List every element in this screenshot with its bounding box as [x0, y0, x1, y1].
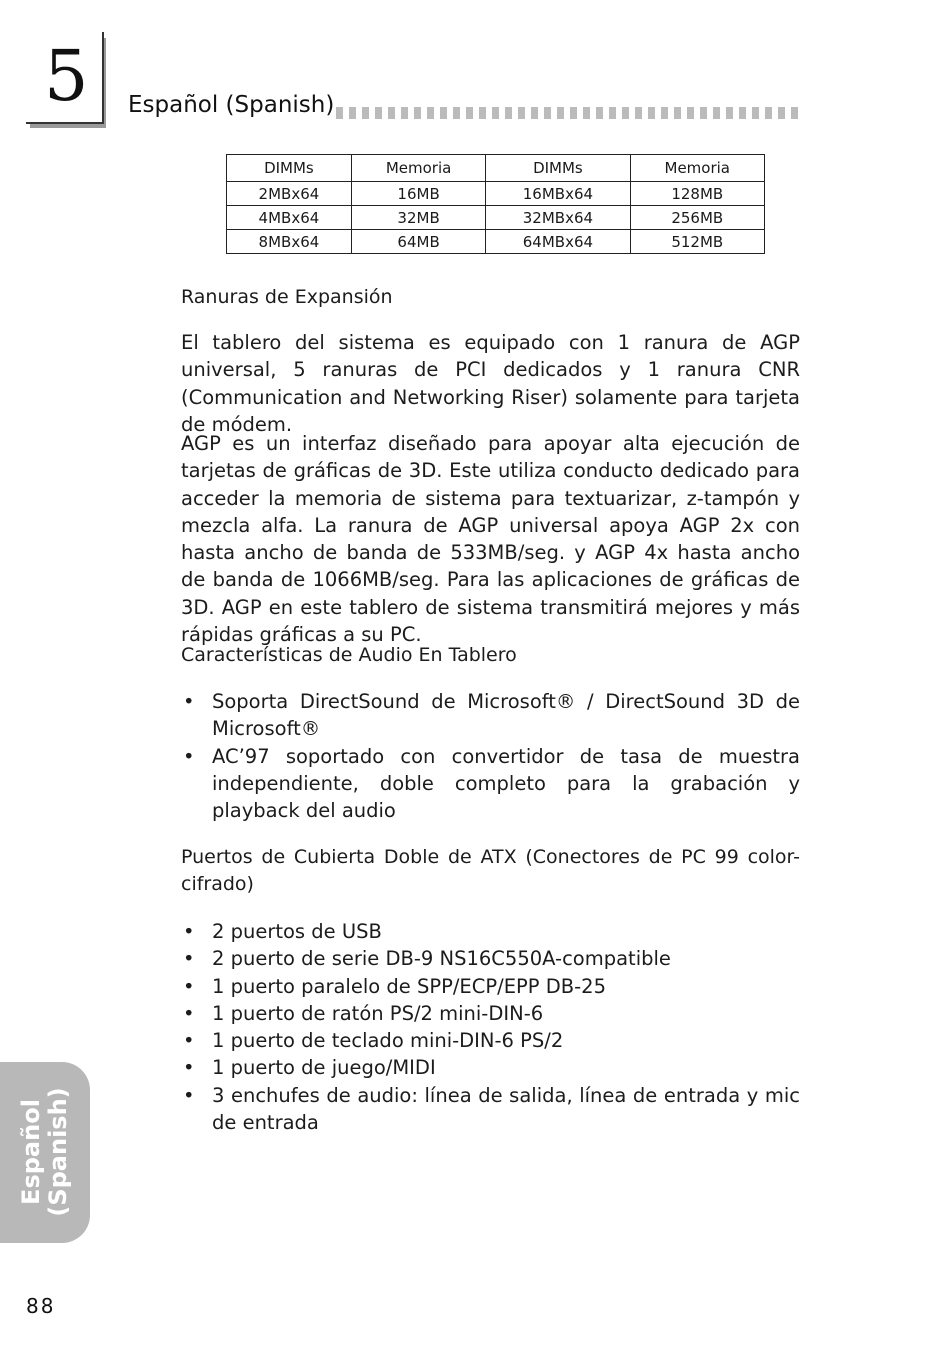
list-item [181, 918, 800, 945]
bullet: • [183, 744, 195, 768]
list-item [181, 1027, 800, 1054]
list-item-text: 1 puerto de juego/MIDI [212, 1056, 436, 1080]
paragraph-text: AGP es un interfaz diseñado para apoyar alta ejecución de tarjetas de gráficas de 3D. Este utiliza conducto dedicado para acceder la memoria de sistema para textuarizar, z-tampón y mezcla alfa. La ranura de AGP universal apoya AGP 2x con hasta ancho de banda de 533MB/seg. y AGP 4x hasta ancho de banda de 1066MB/seg. Para las aplicaciones de gráficas de 3D. AGP en este tablero de sistema transmitirá mejores y más rápidas gráficas a su PC. [181, 432, 800, 647]
list-item [181, 945, 800, 972]
table-header-cell: Memoria [351, 155, 485, 182]
list-item-text: Soporta DirectSound de Microsoft® / DirectSound 3D de Microsoft® [212, 690, 800, 741]
section-title: Español (Spanish) [128, 92, 335, 118]
expansion-paragraph-1 [181, 329, 800, 438]
bullet: • [183, 1056, 195, 1080]
table-header-row [227, 155, 765, 182]
bullet: • [183, 1083, 195, 1107]
title-dotted-rule [336, 107, 802, 119]
list-item [181, 1054, 800, 1081]
bullet: • [183, 1029, 195, 1053]
table-cell: 32MB [351, 206, 485, 230]
table-cell: 128MB [630, 182, 765, 206]
list-item-text: 2 puerto de serie DB-9 NS16C550A-compatible [212, 947, 671, 971]
chapter-number: 5 [44, 35, 89, 117]
list-item-text: 2 puertos de USB [212, 920, 382, 943]
audio-list [181, 688, 800, 824]
list-item-text: AC’97 soportado con convertidor de tasa de muestra independiente, doble completo para la grabación y playback del audio [212, 744, 800, 823]
side-tab-label [18, 1087, 72, 1216]
expansion-heading: Ranuras de Expansión [181, 286, 393, 308]
table-header-cell: Memoria [630, 155, 765, 182]
list-item [181, 688, 800, 743]
table-cell: 2MBx64 [227, 182, 352, 206]
memory-table [226, 154, 765, 254]
table-cell: 512MB [630, 230, 765, 254]
side-tab-line-2: (Spanish) [44, 1087, 72, 1217]
side-tab-line-1: Español [17, 1099, 45, 1205]
table-cell: 64MBx64 [486, 230, 630, 254]
table-header-cell: DIMMs [227, 155, 352, 182]
list-item-text: 1 puerto de ratón PS/2 mini-DIN-6 [212, 1001, 544, 1025]
paragraph-text: El tablero del sistema es equipado con 1 ranura de AGP universal, 5 ranuras de PCI dedicados y 1 ranura CNR (Communication and Networking Riser) solamente para tarjeta de módem. [181, 331, 800, 436]
table-cell: 8MBx64 [227, 230, 352, 254]
bullet: • [183, 974, 195, 998]
table-header-cell: DIMMs [486, 155, 630, 182]
list-item [181, 1082, 800, 1137]
expansion-paragraph-2 [181, 430, 800, 648]
table-cell: 256MB [630, 206, 765, 230]
list-item [181, 743, 800, 825]
table-cell: 64MB [351, 230, 485, 254]
bullet: • [183, 920, 195, 943]
table-row [227, 206, 765, 230]
table-row [227, 182, 765, 206]
ports-heading [181, 844, 800, 899]
list-item [181, 1000, 800, 1027]
ports-list [181, 918, 800, 1136]
list-item-text: 3 enchufes de audio: línea de salida, línea de entrada y mic de entrada [212, 1083, 800, 1135]
table-cell: 4MBx64 [227, 206, 352, 230]
list-item-text: 1 puerto de teclado mini-DIN-6 PS/2 [212, 1029, 564, 1053]
bullet: • [183, 947, 195, 971]
table-row [227, 230, 765, 254]
bullet: • [183, 690, 195, 713]
list-item [181, 973, 800, 1000]
table-cell: 16MB [351, 182, 485, 206]
table-cell: 32MBx64 [486, 206, 630, 230]
bullet: • [183, 1001, 195, 1025]
ports-heading-text: Puertos de Cubierta Doble de ATX (Conectores de PC 99 color-cifrado) [181, 846, 800, 896]
audio-heading: Características de Audio En Tablero [181, 644, 517, 666]
page-number: 88 [26, 1294, 56, 1318]
list-item-text: 1 puerto paralelo de SPP/ECP/EPP DB-25 [212, 974, 606, 998]
table-cell: 16MBx64 [486, 182, 630, 206]
